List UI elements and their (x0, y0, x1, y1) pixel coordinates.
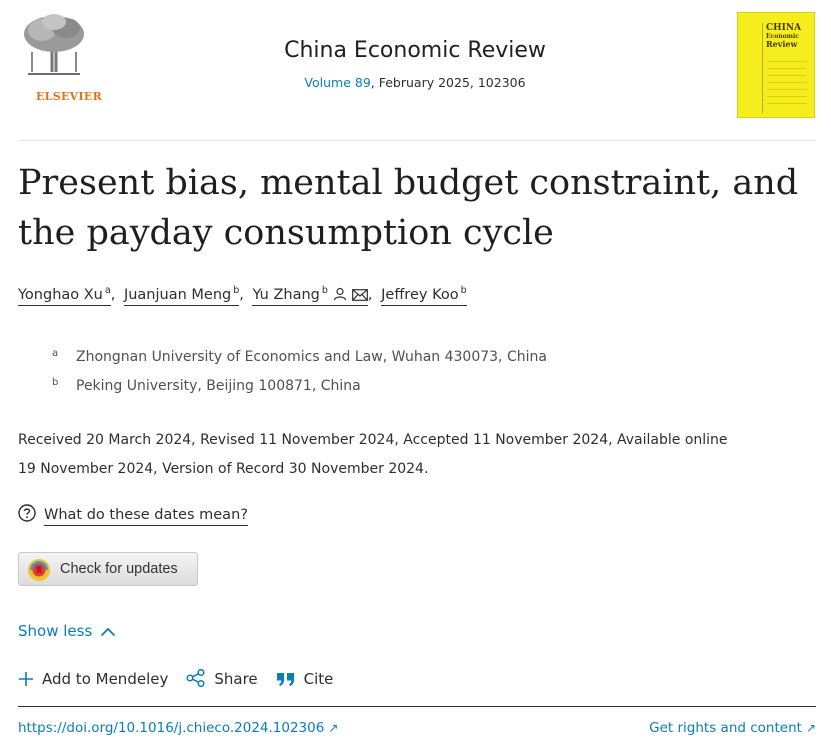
publisher-name: ELSEVIER (36, 90, 103, 103)
affiliation-text: Zhongnan University of Economics and Law, Wuhan 430073, China (76, 349, 547, 365)
add-to-mendeley-button[interactable] (18, 670, 168, 688)
affiliation-text: Peking University, Beijing 100871, China (76, 378, 361, 394)
quote-icon (276, 671, 296, 687)
show-less-toggle[interactable] (18, 622, 116, 640)
article-toolbar (18, 669, 351, 688)
author-link[interactable] (18, 287, 111, 306)
journal-info (230, 38, 600, 90)
author-name: Jeffrey Koo (381, 286, 459, 303)
share-icon (186, 669, 206, 687)
cover-title-line3: Review (766, 39, 798, 49)
crossmark-icon (27, 558, 51, 586)
author-link[interactable] (381, 287, 467, 306)
author-link[interactable] (124, 287, 239, 306)
dates-line: Received 20 March 2024, Revised 11 November 2024, Accepted 11 November 2024, Available online (18, 432, 728, 448)
chevron-up-icon (100, 627, 116, 637)
affiliation-sup: b (460, 285, 467, 296)
plus-icon (18, 671, 34, 687)
issue-details: , February 2025, 102306 (370, 75, 526, 90)
affiliation-mark: b (52, 377, 59, 388)
affiliation-sup: b (233, 285, 240, 296)
author-link[interactable] (252, 287, 367, 306)
affiliation-item (52, 342, 547, 371)
rights-link[interactable] (649, 720, 816, 736)
cite-label: Cite (303, 670, 334, 688)
author-separator: , (367, 286, 373, 303)
mendeley-label: Add to Mendeley (42, 670, 169, 688)
cover-title-line2: Economic (766, 33, 799, 40)
affiliation-sup: b (321, 285, 328, 296)
article-header (0, 0, 831, 140)
share-button[interactable] (186, 669, 257, 688)
external-link-icon: ↗ (328, 721, 339, 735)
author-separator: , (110, 286, 116, 303)
cover-title-line1: CHINA (766, 23, 802, 33)
check-for-updates-button[interactable] (18, 552, 198, 586)
affiliation-mark: a (52, 348, 59, 359)
author-name: Yonghao Xu (18, 286, 103, 303)
dates-help-link[interactable]: What do these dates mean? (44, 507, 248, 526)
doi-link[interactable] (18, 720, 338, 736)
elsevier-logo[interactable] (18, 12, 103, 103)
question-circle-icon (18, 504, 36, 526)
journal-cover-image[interactable] (737, 12, 815, 118)
show-less-label: Show less (18, 622, 93, 640)
affiliation-sup: a (104, 285, 111, 296)
author-name: Yu Zhang (252, 286, 320, 303)
author-separator: , (239, 286, 244, 303)
journal-title[interactable]: China Economic Review (284, 38, 546, 63)
share-label: Share (214, 670, 258, 688)
external-link-icon: ↗ (805, 721, 816, 735)
rights-text: Get rights and content (649, 720, 802, 736)
cover-panel (762, 23, 811, 113)
elsevier-tree-icon (18, 12, 90, 76)
check-for-updates-label: Check for updates (60, 561, 178, 577)
article-title: Present bias, mental budget constraint, and the payday consumption cycle (18, 163, 799, 253)
issue-info (230, 75, 600, 90)
cover-decoration (767, 61, 807, 110)
article-dates (18, 426, 818, 484)
mail-icon (352, 289, 368, 305)
header-divider (18, 140, 816, 141)
toolbar-divider (18, 706, 816, 707)
dates-help (18, 504, 248, 526)
doi-text: https://doi.org/10.1016/j.chieco.2024.102306 (18, 720, 325, 736)
person-icon (333, 287, 347, 305)
author-list (18, 285, 467, 305)
affiliation-list (52, 342, 547, 400)
volume-link[interactable]: Volume 89 (304, 75, 371, 90)
dates-line: 19 November 2024, Version of Record 30 November 2024. (18, 461, 429, 477)
affiliation-item (52, 371, 547, 400)
cite-button[interactable] (276, 670, 334, 688)
author-name: Juanjuan Meng (123, 286, 232, 303)
